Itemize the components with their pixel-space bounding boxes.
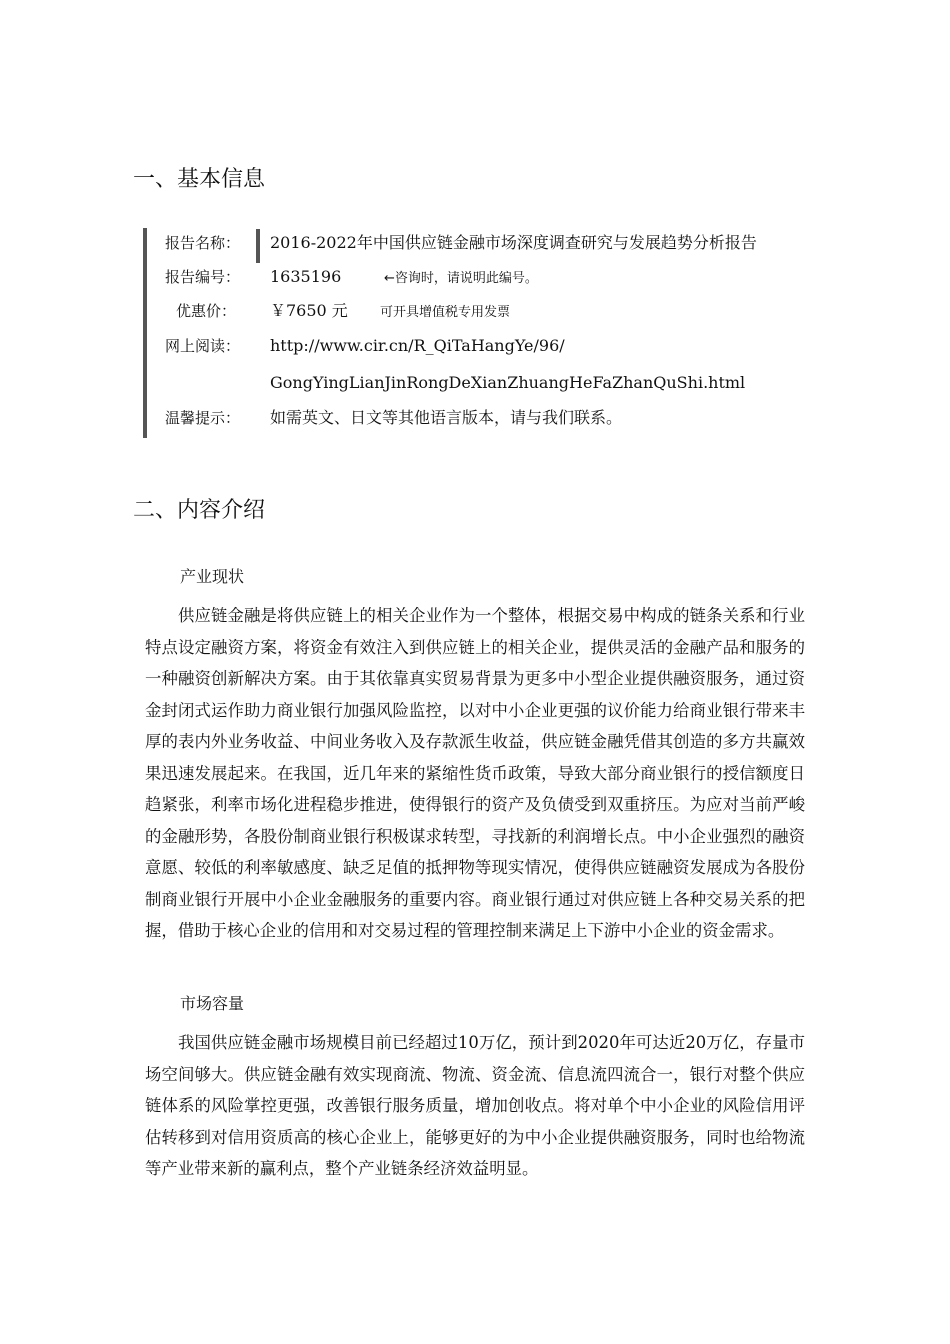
price-value: ￥7650 元: [270, 301, 348, 320]
report-code-note: ←咨询时，请说明此编号。: [384, 271, 538, 286]
tip-value: 如需英文、日文等其他语言版本，请与我们联系。: [270, 408, 623, 427]
report-code-label: 报告编号：: [165, 268, 241, 286]
url-label: 网上阅读：: [165, 337, 241, 355]
report-name-value: 2016-2022年中国供应链金融市场深度调查研究与发展趋势分析报告: [270, 233, 757, 252]
paragraph-market-capacity: 我国供应链金融市场规模目前已经超过10万亿，预计到2020年可达近20万亿，存量市场空间够大。供应链金融有效实现商流、物流、资金流、信息流四流合一，银行对整个供应链体系的风险掌控更强，改善银行服务质量，增加创收点。将对单个中小企业的风险信用评估转移到对信用资质高的核心企业上，能够更好的为中小企业提供融资服务，同时也给物流等产业带来新的赢利点，整个产业链条经济效益明显。: [145, 1033, 805, 1178]
paragraph-industry-status: 供应链金融是将供应链上的相关企业作为一个整体，根据交易中构成的链条关系和行业特点设定融资方案，将资金有效注入到供应链上的相关企业，提供灵活的金融产品和服务的一种融资创新解决方案。由于其依靠真实贸易背景为更多中小型企业提供融资服务，通过资金封闭式运作助力商业银行加强风险监控，以对中小企业更强的议价能力给商业银行带来丰厚的表内外业务收益、中间业务收入及存款派生收益，供应链金融凭借其创造的多方共赢效果迅速发展起来。在我国，近几年来的紧缩性货币政策，导致大部分商业银行的授信额度日趋紧张，利率市场化进程稳步推进，使得银行的资产及负债受到双重挤压。为应对当前严峻的金融形势，各股份制商业银行积极谋求转型，寻找新的利润增长点。中小企业强烈的融资意愿、较低的利率敏感度、缺乏足值的抵押物等现实情况，使得供应链融资发展成为各股份制商业银行开展中小企业金融服务的重要内容。商业银行通过对供应链上各种交易关系的把握，借助于核心企业的信用和对交易过程的管理控制来满足上下游中小企业的资金需求。: [145, 606, 805, 940]
price-note: 可开具增值税专用发票: [380, 305, 511, 320]
section-title-basic-info: 一、基本信息: [133, 167, 266, 192]
url-line-2[interactable]: GongYingLianJinRongDeXianZhuangHeFaZhanQuShi.html: [270, 373, 746, 392]
report-code-value: 1635196: [270, 267, 342, 286]
price-label: 优惠价：: [175, 302, 236, 320]
report-name-label: 报告名称：: [165, 234, 241, 252]
subheading-industry-status: 产业现状: [180, 567, 245, 586]
tip-label: 温馨提示：: [165, 409, 241, 427]
subheading-market-capacity: 市场容量: [180, 994, 245, 1013]
info-title-divider: [256, 229, 260, 263]
section-title-content-intro: 二、内容介绍: [133, 498, 266, 523]
url-line-1[interactable]: http://www.cir.cn/R_QiTaHangYe/96/: [270, 336, 565, 355]
info-left-bar: [143, 228, 147, 438]
